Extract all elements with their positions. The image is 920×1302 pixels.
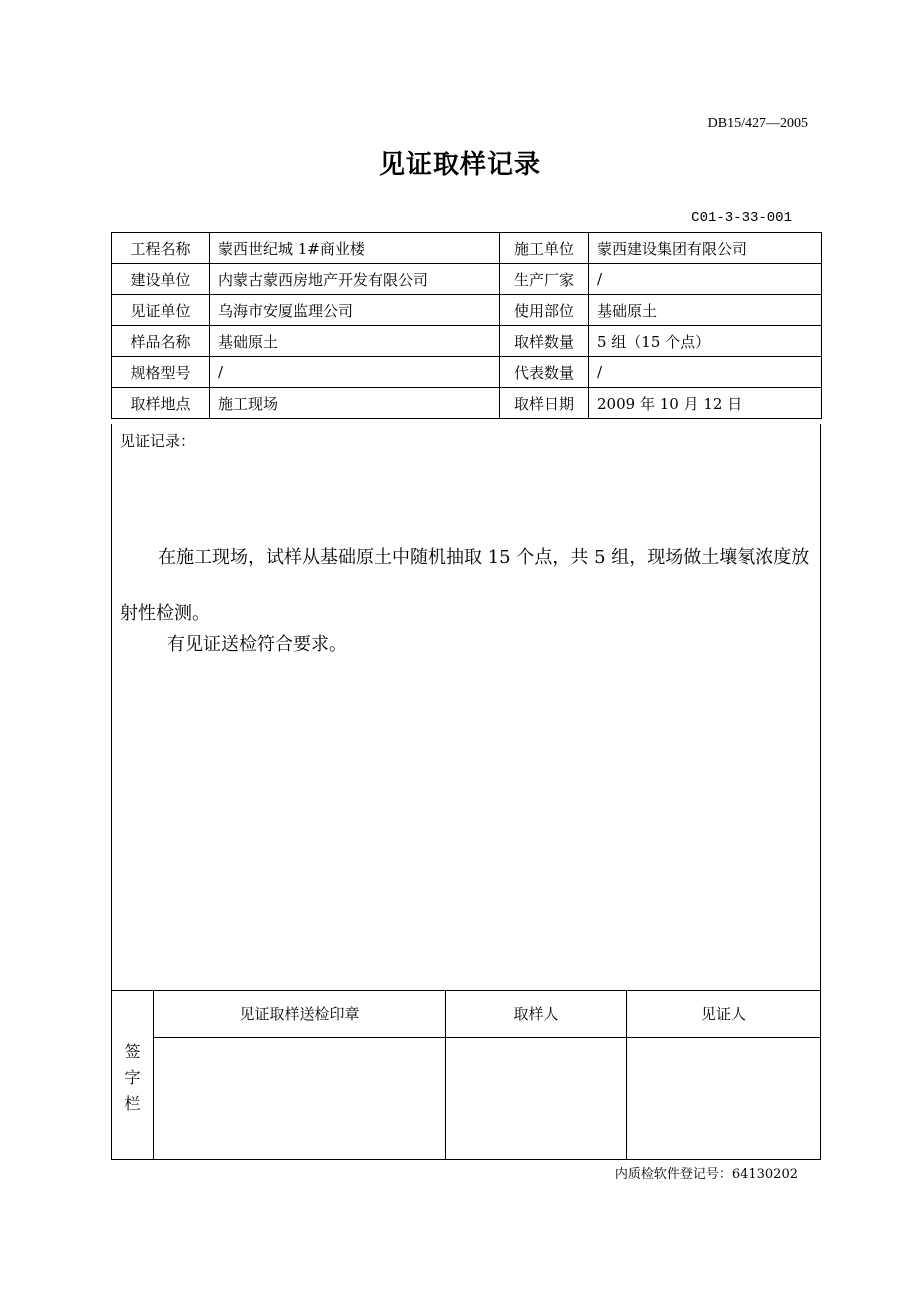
witness-record-section (111, 424, 821, 991)
table-row (112, 295, 822, 326)
side-char: 栏 (124, 1094, 141, 1113)
divider (153, 1037, 820, 1038)
col-witness-header: 见证人 (700, 1005, 746, 1023)
standard-number: DB15/427—2005 (707, 116, 808, 131)
witness-record-paragraph: 在施工现场，试样从基础原土中随机抽取 15 个点，共 5 组，现场做土壤氡浓度放射性检测。 (120, 547, 810, 624)
value-usage-location: 基础原土 (589, 295, 822, 326)
label-sampling-site: 取样地点 (112, 388, 210, 419)
table-row (112, 357, 822, 388)
signature-side-label (112, 1039, 153, 1117)
table-row (112, 264, 822, 295)
value-sampling-date: 2009 年 10 月 12 日 (589, 388, 822, 419)
witness-record-conclusion: 有见证送检符合要求。 (167, 634, 347, 655)
info-table (111, 232, 822, 419)
side-char: 字 (124, 1068, 141, 1087)
value-construction-unit: 蒙西建设集团有限公司 (589, 233, 822, 264)
table-row (112, 326, 822, 357)
witness-record-heading: 见证记录： (120, 432, 196, 450)
label-sampling-date: 取样日期 (500, 388, 589, 419)
value-sampling-site: 施工现场 (210, 388, 500, 419)
col-sampler-header: 取样人 (513, 1005, 559, 1023)
table-row (112, 388, 822, 419)
label-manufacturer: 生产厂家 (500, 264, 589, 295)
form-code: C01-3-33-001 (691, 210, 792, 226)
signature-section (111, 990, 821, 1160)
value-manufacturer: / (589, 264, 822, 295)
table-row (112, 233, 822, 264)
value-sample-name: 基础原土 (210, 326, 500, 357)
value-owner-unit: 内蒙古蒙西房地产开发有限公司 (210, 264, 500, 295)
label-owner-unit: 建设单位 (112, 264, 210, 295)
label-usage-location: 使用部位 (500, 295, 589, 326)
label-construction-unit: 施工单位 (500, 233, 589, 264)
value-spec-model: / (210, 357, 500, 388)
page-title: 见证取样记录 (378, 150, 541, 180)
value-sample-quantity: 5 组（15 个点） (589, 326, 822, 357)
col-stamp-header: 见证取样送检印章 (239, 1005, 360, 1023)
value-represented-quantity: / (589, 357, 822, 388)
label-witness-unit: 见证单位 (112, 295, 210, 326)
side-char: 签 (124, 1042, 141, 1061)
label-spec-model: 规格型号 (112, 357, 210, 388)
label-sample-name: 样品名称 (112, 326, 210, 357)
software-registration: 内质检软件登记号：64130202 (614, 1167, 798, 1182)
value-witness-unit: 乌海市安厦监理公司 (210, 295, 500, 326)
value-project-name: 蒙西世纪城 1#商业楼 (210, 233, 500, 264)
label-represented-quantity: 代表数量 (500, 357, 589, 388)
label-sample-quantity: 取样数量 (500, 326, 589, 357)
label-project-name: 工程名称 (112, 233, 210, 264)
